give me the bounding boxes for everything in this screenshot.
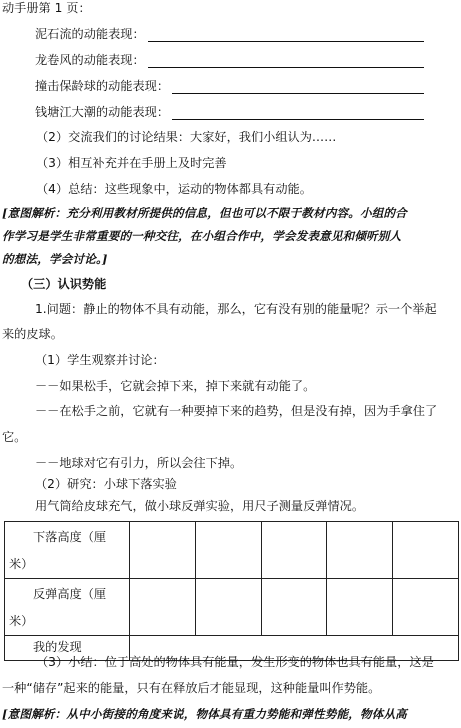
table-cell[interactable] — [195, 579, 261, 636]
table-cell[interactable] — [261, 522, 327, 579]
step-4-text: （4）总结：这些现象中，运动的物体都具有动能。 — [36, 182, 312, 196]
fill-label-bowling: 撞击保龄球的动能表现： — [35, 79, 170, 93]
experiment-text: 用气筒给皮球充气，做小球反弹实验，用尺子测量反弹情况。 — [35, 499, 365, 513]
fill-label-tide: 钱塘江大潮的动能表现： — [35, 105, 170, 119]
fill-blank-bowling[interactable] — [172, 93, 424, 94]
intent-1-line-3: 的想法，学会讨论。] — [2, 252, 108, 266]
fall-height-label-b: 米） — [9, 557, 34, 571]
bounce-height-label-a: 反弹高度（厘 — [33, 587, 107, 601]
dialog-line-2-cont: 它。 — [2, 430, 27, 444]
dialog-line-3: －－地球对它有引力，所以会往下掉。 — [35, 456, 243, 470]
fill-label-mudslide: 泥石流的动能表现： — [35, 27, 145, 41]
table-cell[interactable] — [393, 579, 459, 636]
fill-label-tornado: 龙卷风的动能表现： — [35, 53, 145, 67]
intent-2-line-1: [意图解析：从中小街接的角度来说，物体具有重力势能和弹性势能，物体从高 — [2, 707, 407, 721]
bounce-height-label-b: 米） — [9, 614, 34, 628]
observe-heading: （1）学生观察并讨论： — [35, 353, 165, 367]
table-cell[interactable] — [195, 522, 261, 579]
summary-line-2: 一种“储存”起来的能量，只有在释放后才能显现，这种能量叫作势能。 — [2, 681, 381, 695]
fill-blank-tide[interactable] — [172, 119, 424, 120]
table-cell[interactable] — [393, 522, 459, 579]
section-3-title: （三）认识势能 — [21, 277, 107, 291]
finding-label: 我的发现 — [5, 636, 130, 661]
table-cell[interactable] — [261, 579, 327, 636]
dialog-line-1: －－如果松手，它就会掉下来，掉下来就有动能了。 — [35, 379, 316, 393]
research-heading: （2）研究：小球下落实验 — [35, 477, 177, 491]
question-line-1: 1.问题：静止的物体不具有动能，那么，它有没有别的能量呢？示一个举起 — [35, 302, 437, 316]
table-row-fall — [5, 522, 459, 579]
summary-line-1: （3）小结：位于高处的物体具有能量，发生形变的物体也具有能量，这是 — [36, 655, 434, 669]
question-line-2: 来的皮球。 — [2, 327, 63, 341]
bounce-height-label — [5, 579, 130, 636]
intent-1-line-1: [意图解析：充分利用教材所提供的信息，但也可以不限于教材内容。小组的合 — [2, 206, 407, 220]
step-2-text: （2）交流我们的讨论结果：大家好，我们小组认为…… — [36, 130, 337, 144]
fall-height-label-a: 下落高度（厘 — [33, 530, 107, 544]
table-cell[interactable] — [130, 579, 196, 636]
experiment-table — [4, 521, 459, 661]
dialog-line-2: －－在松手之前，它就有一种要掉下来的趋势，但是没有掉，因为手拿住了 — [35, 404, 438, 418]
table-cell[interactable] — [327, 522, 393, 579]
fill-blank-mudslide[interactable] — [148, 41, 424, 42]
step-3-text: （3）相互补充并在手册上及时完善 — [36, 156, 227, 170]
table-cell[interactable] — [130, 522, 196, 579]
table-row-bounce — [5, 579, 459, 636]
table-cell[interactable] — [327, 579, 393, 636]
intro-text: 动手册第 1 页： — [2, 1, 91, 15]
intent-1-line-2: 作学习是学生非常重要的一种交往，在小组合作中，学会发表意见和倾听别人 — [2, 229, 402, 243]
fill-blank-tornado[interactable] — [148, 67, 424, 68]
fall-height-label — [5, 522, 130, 579]
